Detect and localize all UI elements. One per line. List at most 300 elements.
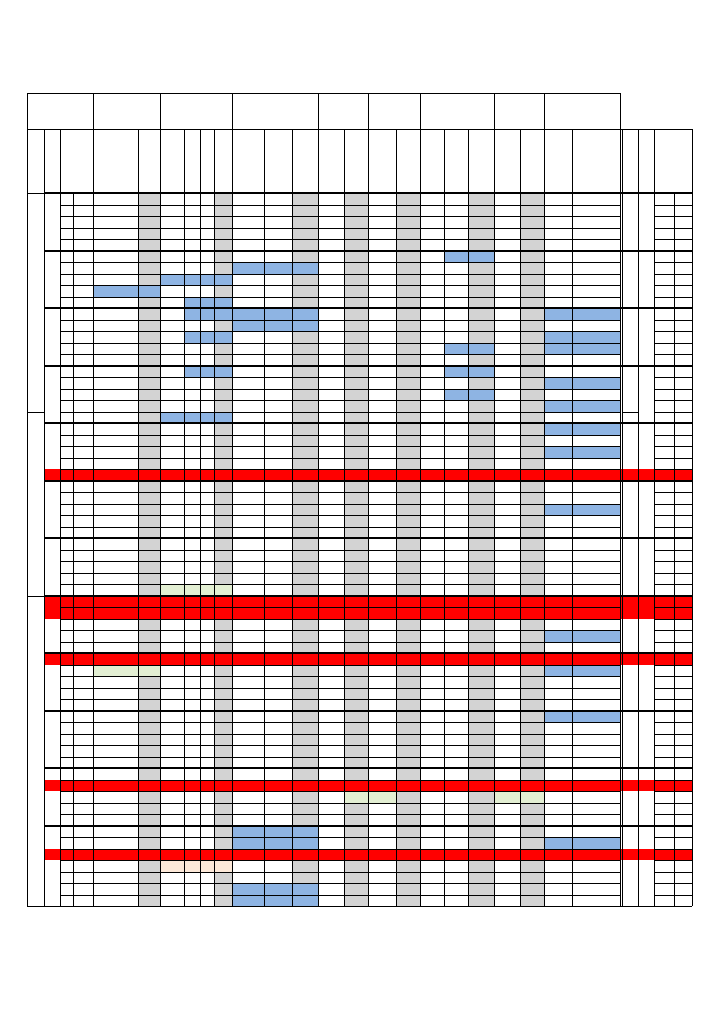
day-number — [74, 492, 93, 504]
schedule-entry — [368, 435, 396, 447]
subheader-grupos-practicos — [184, 129, 200, 193]
weekday-letter-right — [654, 837, 674, 849]
day-number-right — [674, 515, 692, 527]
weekday-letter — [60, 423, 73, 435]
weekday-letter-right — [654, 803, 674, 815]
schedule-entry — [344, 400, 368, 412]
day-number — [74, 285, 93, 297]
week-number — [44, 481, 60, 539]
schedule-entry — [138, 274, 160, 286]
grid-line — [654, 262, 692, 263]
grid-line — [520, 129, 521, 906]
day-number — [74, 826, 93, 838]
schedule-entry — [444, 251, 468, 263]
subheader-lugar — [264, 129, 292, 193]
schedule-entry — [292, 320, 318, 332]
schedule-entry — [138, 320, 160, 332]
grid-line — [654, 492, 692, 493]
grid-line — [654, 619, 692, 620]
schedule-entry — [396, 366, 420, 378]
grid-line — [654, 228, 692, 229]
weekday-letter — [60, 872, 73, 884]
schedule-entry — [572, 803, 620, 815]
weekday-letter — [60, 492, 73, 504]
grid-line — [60, 446, 620, 447]
weekday-letter — [60, 895, 73, 907]
weekday-letter — [60, 331, 73, 343]
weekday-letter-right — [654, 308, 674, 320]
week-separator — [44, 825, 692, 826]
grid-line — [654, 791, 692, 792]
schedule-entry — [318, 400, 344, 412]
grid-line — [622, 596, 638, 597]
grid-line — [60, 630, 620, 631]
update-label — [27, 93, 93, 129]
day-number — [74, 308, 93, 320]
day-number-right — [674, 630, 692, 642]
day-number-right — [674, 596, 692, 608]
weekday-letter — [60, 538, 73, 550]
schedule-entry — [572, 331, 620, 343]
weekday-letter — [60, 860, 73, 872]
grid-line — [654, 343, 692, 344]
grid-line — [60, 895, 620, 896]
weekday-letter — [60, 768, 73, 780]
weekday-letter-right — [654, 734, 674, 746]
grid-line — [654, 688, 692, 689]
subheader-semana — [44, 129, 60, 193]
grid-line — [93, 93, 94, 906]
schedule-entry — [318, 377, 344, 389]
month-label — [27, 412, 44, 596]
weekday-letter — [60, 251, 73, 263]
grid-line — [654, 780, 692, 781]
grid-line — [654, 573, 692, 574]
schedule-entry — [572, 343, 620, 355]
schedule-entry — [544, 803, 572, 815]
grid-line — [27, 93, 28, 906]
schedule-entry — [93, 251, 138, 263]
grid-line — [60, 849, 620, 850]
day-number-right — [674, 860, 692, 872]
weekday-letter — [60, 228, 73, 240]
weekday-letter-right — [654, 630, 674, 642]
subheader-horario — [138, 129, 160, 193]
schedule-entry — [93, 262, 138, 274]
schedule-entry — [572, 711, 620, 723]
grid-line — [60, 377, 620, 378]
grid-line — [44, 129, 45, 906]
day-number — [74, 251, 93, 263]
day-number-right — [674, 205, 692, 217]
weekday-letter-right — [654, 423, 674, 435]
weekday-letter-right — [654, 780, 674, 792]
day-number — [74, 895, 93, 907]
day-number — [74, 205, 93, 217]
schedule-entry — [232, 389, 264, 401]
day-number-right — [674, 607, 692, 619]
grid-line — [654, 722, 692, 723]
schedule-entry — [544, 711, 572, 723]
schedule-entry — [93, 343, 138, 355]
schedule-entry — [93, 308, 138, 320]
day-number — [74, 515, 93, 527]
grid-line — [44, 193, 692, 194]
schedule-entry — [232, 216, 264, 228]
schedule-entry — [93, 320, 138, 332]
grid-line — [654, 607, 692, 608]
grid-line — [60, 561, 620, 562]
subheader-horario — [214, 129, 232, 193]
day-number — [74, 653, 93, 665]
day-number-right — [674, 837, 692, 849]
schedule-entry — [93, 285, 138, 297]
schedule-entry — [420, 377, 444, 389]
grid-line — [27, 412, 44, 413]
weekday-letter-right — [654, 274, 674, 286]
day-number — [74, 504, 93, 516]
grid-line — [60, 722, 620, 723]
week-separator — [44, 307, 692, 308]
day-number-right — [674, 768, 692, 780]
weekday-letter-right — [654, 791, 674, 803]
day-number — [74, 630, 93, 642]
schedule-entry — [572, 400, 620, 412]
grid-line — [396, 129, 397, 906]
day-number — [74, 711, 93, 723]
subheader-grupos-practicos — [318, 129, 344, 193]
grid-line — [692, 129, 693, 906]
day-number-right — [674, 653, 692, 665]
day-number-right — [674, 435, 692, 447]
weekday-letter-right — [654, 561, 674, 573]
schedule-entry — [292, 366, 318, 378]
schedule-entry — [292, 228, 318, 240]
subheader-semana-right — [638, 129, 654, 193]
weekday-letter — [60, 803, 73, 815]
day-number-right — [674, 561, 692, 573]
schedule-entry — [544, 331, 572, 343]
day-number-right — [674, 791, 692, 803]
day-number — [74, 561, 93, 573]
day-number — [74, 665, 93, 677]
day-number-right — [674, 389, 692, 401]
grid-line — [420, 93, 421, 906]
grid-line — [654, 895, 692, 896]
grid-line — [654, 734, 692, 735]
weekday-letter-right — [654, 366, 674, 378]
weekday-letter-right — [654, 320, 674, 332]
grid-line — [60, 400, 620, 401]
week-number-right — [638, 653, 654, 711]
grid-line — [60, 331, 620, 332]
weekday-letter-right — [654, 492, 674, 504]
schedule-entry — [572, 665, 620, 677]
grid-line — [60, 860, 620, 861]
grid-line — [60, 688, 620, 689]
week-number — [44, 596, 60, 654]
day-number — [74, 331, 93, 343]
grid-line — [654, 699, 692, 700]
grid-line — [60, 619, 620, 620]
weekday-letter-right — [654, 504, 674, 516]
day-number — [74, 780, 93, 792]
grid-line — [468, 129, 469, 906]
weekday-letter — [60, 446, 73, 458]
weekday-letter — [60, 688, 73, 700]
grid-line — [654, 446, 692, 447]
grid-line — [60, 343, 620, 344]
grid-line — [27, 129, 692, 130]
grid-line — [654, 527, 692, 528]
schedule-entry — [292, 343, 318, 355]
schedule-entry — [292, 262, 318, 274]
schedule-entry — [214, 274, 232, 286]
weekday-letter-right — [654, 515, 674, 527]
subheader-dia — [60, 129, 93, 193]
week-number-right — [638, 711, 654, 769]
day-number — [74, 343, 93, 355]
week-number — [44, 768, 60, 826]
grid-line — [654, 550, 692, 551]
schedule-entry — [292, 826, 318, 838]
weekday-letter-right — [654, 251, 674, 263]
subheader-mes — [27, 129, 44, 193]
grid-line — [654, 274, 692, 275]
schedule-entry — [138, 377, 160, 389]
day-number-right — [674, 377, 692, 389]
day-number-right — [674, 492, 692, 504]
schedule-entry — [572, 630, 620, 642]
weekday-letter — [60, 561, 73, 573]
schedule-entry — [232, 285, 264, 297]
grid-line — [60, 228, 620, 229]
grid-line — [654, 872, 692, 873]
day-number-right — [674, 308, 692, 320]
exam-label — [93, 665, 160, 677]
schedule-entry — [138, 251, 160, 263]
grid-line — [60, 734, 620, 735]
day-number-right — [674, 619, 692, 631]
day-number-right — [674, 883, 692, 895]
day-number — [74, 872, 93, 884]
grid-line — [138, 129, 139, 906]
day-number — [74, 573, 93, 585]
weekday-letter-right — [654, 619, 674, 631]
schedule-entry — [544, 343, 572, 355]
month-label-right — [622, 596, 639, 907]
weekday-letter — [60, 515, 73, 527]
schedule-entry — [138, 262, 160, 274]
grid-line — [60, 389, 620, 390]
schedule-entry — [232, 228, 264, 240]
schedule-entry — [468, 320, 494, 332]
week-separator — [44, 767, 692, 768]
week-number — [44, 423, 60, 481]
subheader-horario — [572, 129, 620, 193]
weekday-letter — [60, 481, 73, 493]
grid-line — [27, 93, 620, 94]
grid-line — [654, 216, 692, 217]
week-number-right — [638, 596, 654, 654]
day-number — [74, 860, 93, 872]
schedule-entry — [444, 389, 468, 401]
schedule-entry — [184, 331, 200, 343]
grid-line — [654, 676, 692, 677]
day-number — [74, 596, 93, 608]
day-number — [74, 389, 93, 401]
weekday-letter — [60, 722, 73, 734]
schedule-entry — [368, 619, 396, 631]
schedule-entry — [292, 837, 318, 849]
grid-line — [60, 676, 620, 677]
day-number-right — [674, 849, 692, 861]
schedule-entry — [544, 377, 572, 389]
weekday-letter — [60, 400, 73, 412]
day-number — [74, 377, 93, 389]
grid-line — [60, 492, 620, 493]
day-number — [74, 446, 93, 458]
day-number-right — [674, 343, 692, 355]
schedule-entry — [93, 377, 138, 389]
grid-line — [318, 93, 319, 906]
schedule-entry — [468, 389, 494, 401]
weekday-letter — [60, 389, 73, 401]
subheader-grupos-practicos — [420, 129, 444, 193]
day-number-right — [674, 895, 692, 907]
grid-line — [654, 400, 692, 401]
subheader-grupos-practicos — [368, 129, 396, 193]
grid-line — [654, 584, 692, 585]
schedule-entry — [572, 446, 620, 458]
weekday-letter-right — [654, 688, 674, 700]
grid-line — [494, 93, 495, 906]
weekday-letter — [60, 285, 73, 297]
grid-line — [60, 262, 620, 263]
grid-line — [44, 251, 692, 252]
grid-line — [654, 285, 692, 286]
week-separator — [44, 192, 692, 193]
week-number-right — [638, 768, 654, 826]
grid-line — [44, 826, 692, 827]
subject-header — [421, 93, 493, 129]
week-number-right — [638, 538, 654, 596]
grid-line — [214, 129, 215, 906]
week-number-right — [638, 481, 654, 539]
day-number — [74, 193, 93, 205]
grid-line — [654, 354, 692, 355]
schedule-entry — [292, 883, 318, 895]
schedule-entry — [344, 377, 368, 389]
day-number — [74, 619, 93, 631]
schedule-entry — [93, 400, 138, 412]
weekday-letter — [60, 837, 73, 849]
grid-line — [654, 757, 692, 758]
weekday-letter-right — [654, 400, 674, 412]
day-number — [74, 435, 93, 447]
grid-line — [654, 849, 692, 850]
weekday-letter — [60, 653, 73, 665]
schedule-entry — [93, 389, 138, 401]
weekday-letter — [60, 193, 73, 205]
grid-line — [60, 803, 620, 804]
grid-line — [60, 757, 620, 758]
day-number-right — [674, 504, 692, 516]
day-number-right — [674, 665, 692, 677]
day-number-right — [674, 550, 692, 562]
weekday-letter-right — [654, 481, 674, 493]
weekday-letter-right — [654, 262, 674, 274]
weekday-letter — [60, 343, 73, 355]
subject-header — [495, 93, 543, 129]
subject-header — [545, 93, 619, 129]
grid-line — [654, 665, 692, 666]
schedule-entry — [368, 366, 396, 378]
grid-line — [60, 412, 620, 413]
day-number — [74, 550, 93, 562]
schedule-entry — [544, 400, 572, 412]
weekday-letter — [60, 665, 73, 677]
grid-line — [620, 93, 621, 906]
schedule-entry — [544, 446, 572, 458]
grid-line — [44, 596, 692, 597]
grid-line — [44, 308, 692, 309]
week-number — [44, 193, 60, 251]
day-number-right — [674, 803, 692, 815]
grid-line — [654, 412, 692, 413]
week-number — [44, 826, 60, 907]
schedule-entry — [468, 251, 494, 263]
week-number-right — [638, 826, 654, 907]
schedule-entry — [232, 895, 264, 907]
day-number — [74, 722, 93, 734]
exam-label — [494, 791, 544, 803]
weekday-letter — [60, 676, 73, 688]
grid-line — [60, 504, 620, 505]
schedule-entry — [444, 343, 468, 355]
day-number-right — [674, 274, 692, 286]
grid-line — [654, 504, 692, 505]
grid-line — [622, 193, 638, 194]
day-number-right — [674, 216, 692, 228]
grid-line — [27, 596, 44, 597]
week-number-right — [638, 251, 654, 309]
weekday-letter — [60, 308, 73, 320]
weekday-letter — [60, 550, 73, 562]
schedule-entry — [232, 308, 264, 320]
day-number-right — [674, 688, 692, 700]
schedule-entry — [214, 308, 232, 320]
day-number-right — [674, 262, 692, 274]
day-number — [74, 688, 93, 700]
weekday-letter-right — [654, 872, 674, 884]
grid-line — [60, 607, 620, 608]
grid-line — [60, 205, 620, 206]
week-separator — [44, 365, 692, 366]
schedule-entry — [160, 400, 184, 412]
grid-line — [60, 699, 620, 700]
schedule-entry — [138, 308, 160, 320]
day-number — [74, 320, 93, 332]
grid-line — [368, 93, 369, 906]
schedule-entry — [214, 331, 232, 343]
weekday-letter — [60, 607, 73, 619]
schedule-entry — [544, 837, 572, 849]
subheader-horario — [396, 129, 420, 193]
weekday-letter-right — [654, 331, 674, 343]
day-number — [74, 745, 93, 757]
schedule-entry — [572, 377, 620, 389]
